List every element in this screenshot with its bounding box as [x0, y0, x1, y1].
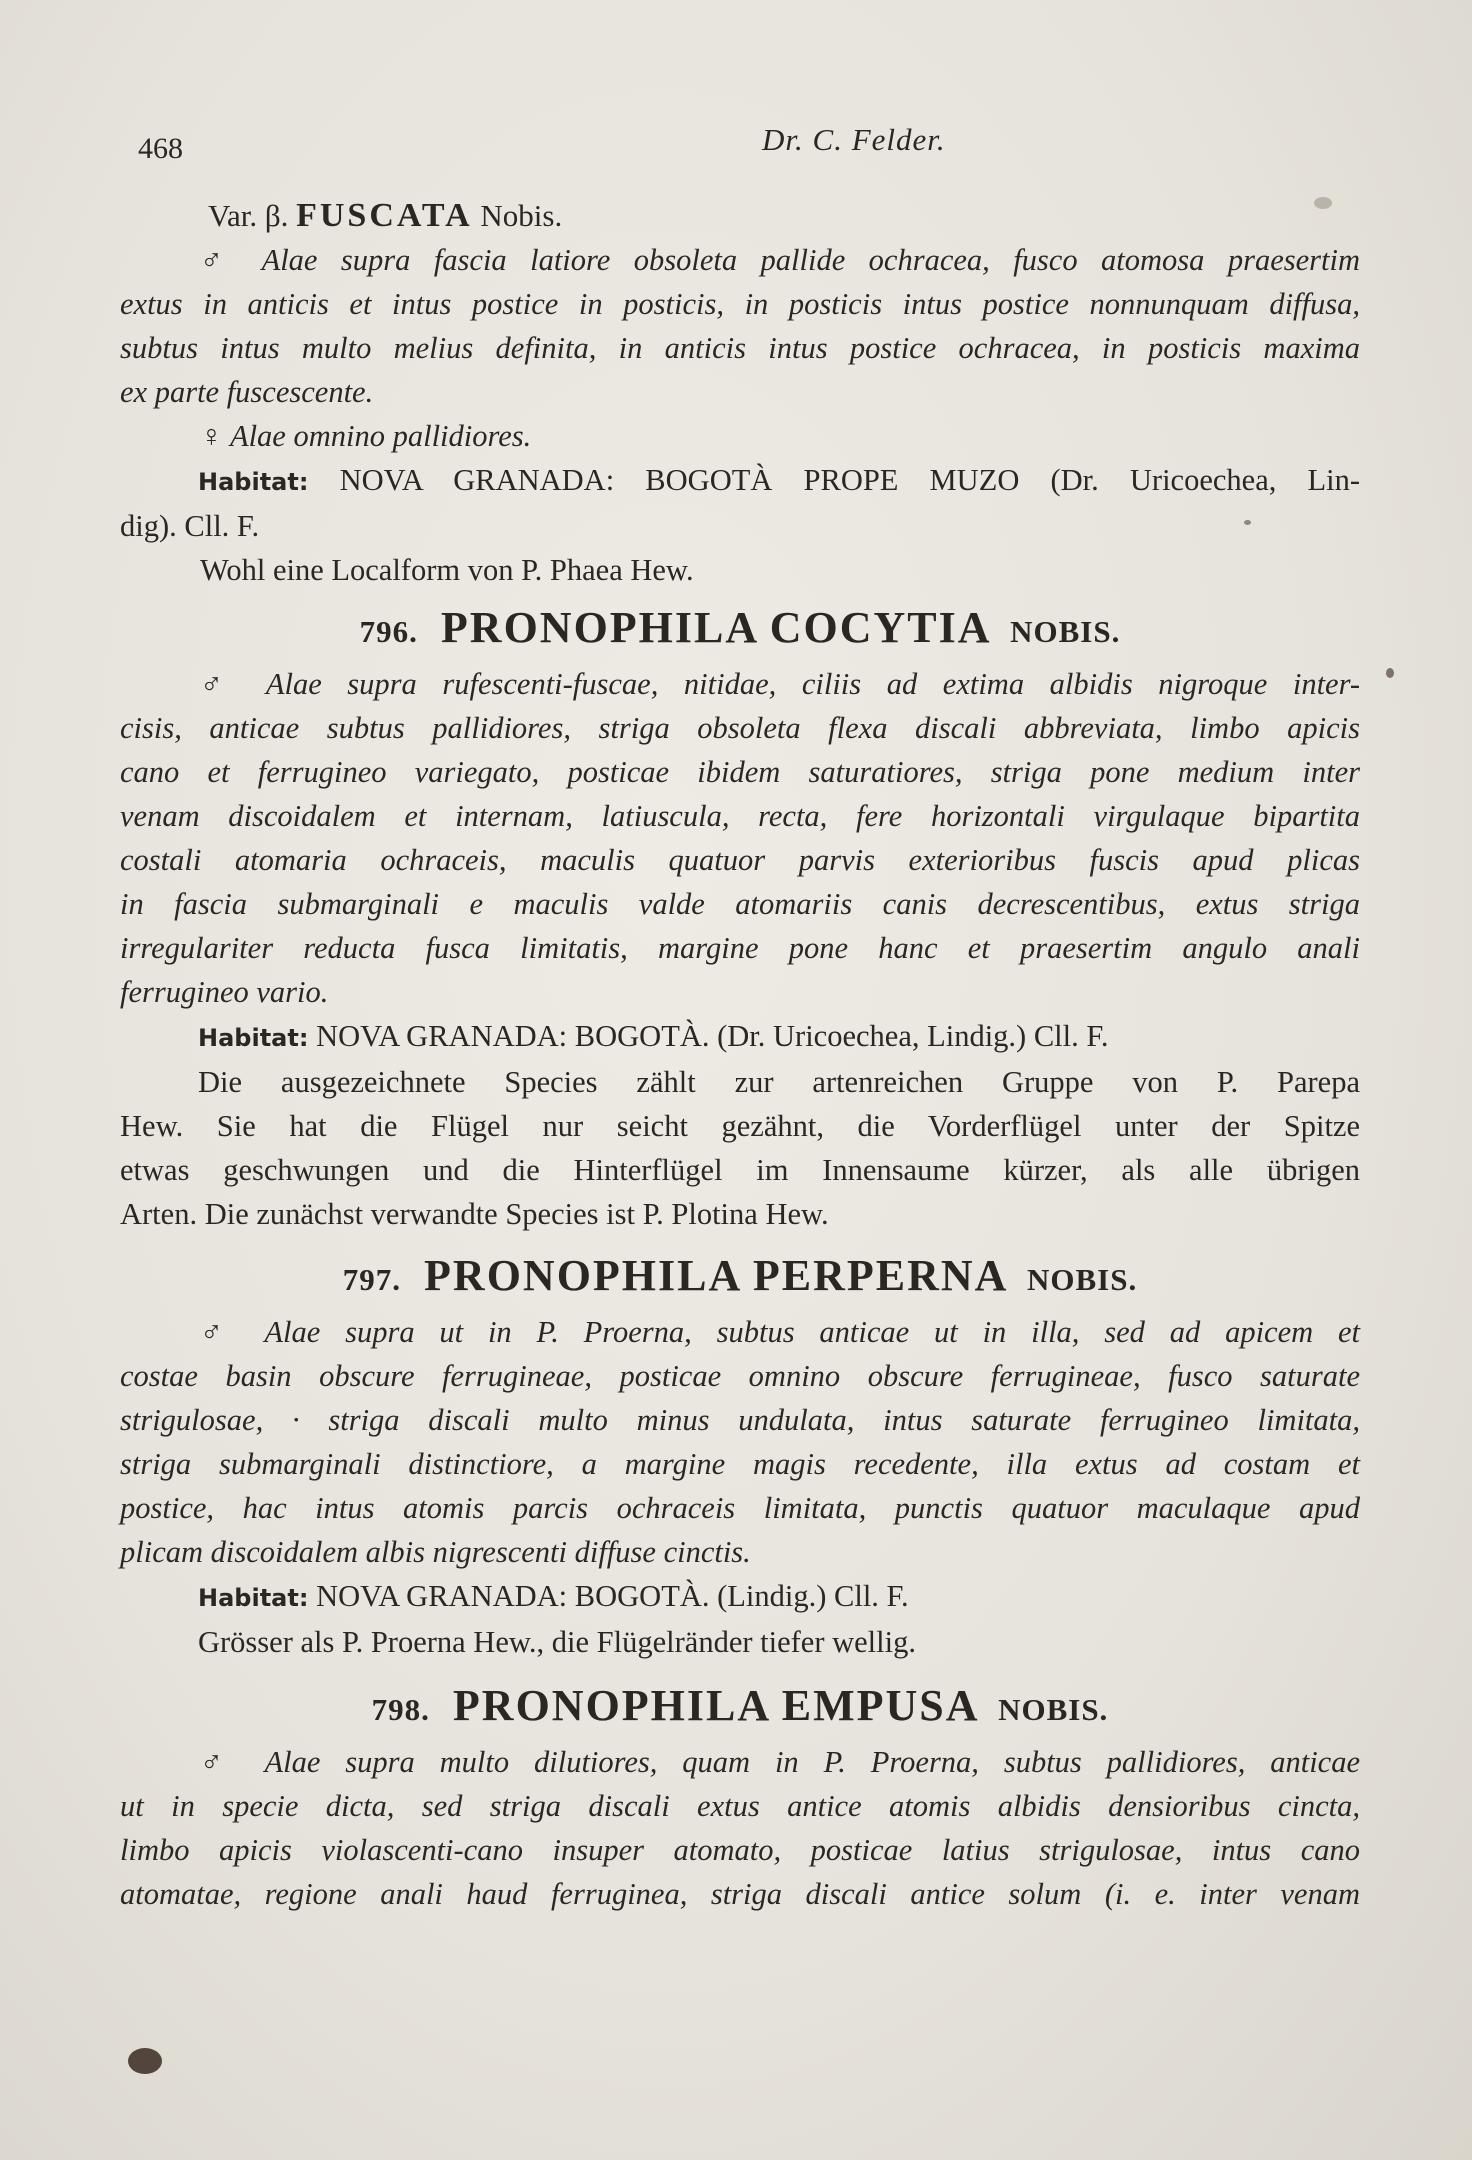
description-line: plicam discoidalem albis nigrescenti diffuse cinctis.: [120, 1535, 751, 1569]
habitat-line: dig). Cll. F.: [120, 509, 260, 543]
habitat-label: Habitat:: [198, 468, 309, 496]
description-line: extus in anticis et intus postice in posticis, in posticis intus postice nonnunquam diffusa,: [120, 287, 1360, 321]
description-line: venam discoidalem et internam, latiuscula, recta, fere horizontali virgulaque bipartita: [120, 799, 1360, 833]
note-line: Hew. Sie hat die Flügel nur seicht gezähnt, die Vorderflügel unter der Spitze: [120, 1109, 1360, 1143]
description-line: postice, hac intus atomis parcis ochraceis limitata, punctis quatuor maculaque apud: [120, 1491, 1360, 1525]
running-head: Dr. C. Felder.: [762, 122, 946, 157]
description-line: cano et ferrugineo variegato, posticae ibidem saturatiores, striga pone medium inter: [120, 755, 1360, 789]
note-line: Grösser als P. Proerna Hew., die Flügelränder tiefer wellig.: [198, 1625, 916, 1659]
ink-blot: [128, 2048, 162, 2074]
description-line: ♂ Alae supra rufescenti-fuscae, nitidae, ciliis ad extima albidis nigroque inter-: [200, 667, 1360, 701]
note-line: Arten. Die zunächst verwandte Species ist P. Plotina Hew.: [120, 1197, 829, 1231]
species-796: [120, 598, 1360, 1236]
female-description: ♀ Alae omnino pallidiores.: [200, 419, 532, 453]
page-header: [132, 122, 1362, 165]
description-line: striga submarginali distinctiore, a margine magis recedente, illa extus ad costam et: [120, 1447, 1360, 1481]
page-number: 468: [138, 132, 183, 165]
species-title: 798. PRONOPHILA EMPUSA NOBIS.: [371, 1681, 1109, 1730]
note-line: etwas geschwungen und die Hinterflügel im Innensaume kürzer, als alle übrigen: [120, 1153, 1360, 1187]
variety-fuscata: [120, 194, 1360, 592]
description-line: in fascia submarginali e maculis valde atomariis canis decrescentibus, extus striga: [120, 887, 1360, 921]
description-line: costae basin obscure ferrugineae, posticae omnino obscure ferrugineae, fusco saturate: [120, 1359, 1360, 1393]
description-line: limbo apicis violascenti-cano insuper atomato, posticae latius strigulosae, intus cano: [120, 1833, 1360, 1867]
note-line: Die ausgezeichnete Species zählt zur artenreichen Gruppe von P. Parepa: [198, 1065, 1360, 1099]
description-line: strigulosae, · striga discali multo minus undulata, intus saturate ferrugineo limitata,: [120, 1403, 1360, 1437]
habitat-label: Habitat:: [198, 1584, 309, 1612]
description-line: irregulariter reducta fusca limitatis, margine pone hanc et praesertim angulo anali: [120, 931, 1360, 965]
ink-speck: [1386, 668, 1394, 678]
habitat-line: Habitat: NOVA GRANADA: BOGOTÀ. (Lindig.) Cll. F.: [198, 1579, 909, 1613]
description-line: ex parte fuscescente.: [120, 375, 374, 409]
habitat-line: Habitat: NOVA GRANADA: BOGOTÀ PROPE MUZO (Dr. Uricoechea, Lin-: [198, 463, 1361, 497]
species-798: [120, 1676, 1360, 1916]
habitat-label: Habitat:: [198, 1024, 309, 1052]
description-line: ♂ Alae supra ut in P. Proerna, subtus anticae ut in illa, sed ad apicem et: [200, 1315, 1360, 1349]
species-title: 797. PRONOPHILA PERPERNA NOBIS.: [342, 1251, 1138, 1300]
note-line: Wohl eine Localform von P. Phaea Hew.: [200, 553, 694, 587]
species-title: 796. PRONOPHILA COCYTIA NOBIS.: [359, 603, 1121, 652]
description-line: ♂ Alae supra multo dilutiores, quam in P. Proerna, subtus pallidiores, anticae: [200, 1745, 1360, 1779]
description-line: subtus intus multo melius definita, in anticis intus postice ochracea, in posticis maxima: [120, 331, 1360, 365]
description-line: ferrugineo vario.: [120, 975, 329, 1009]
species-797: [120, 1246, 1360, 1664]
description-line: atomatae, regione anali haud ferruginea, striga discali antice solum (i. e. inter venam: [120, 1877, 1360, 1911]
variety-heading: Var. β. FUSCATA Nobis.: [208, 197, 563, 234]
description-line: ut in specie dicta, sed striga discali extus antice atomis albidis densioribus cincta,: [120, 1789, 1360, 1823]
habitat-line: Habitat: NOVA GRANADA: BOGOTÀ. (Dr. Uricoechea, Lindig.) Cll. F.: [198, 1019, 1109, 1053]
description-line: costali atomaria ochraceis, maculis quatuor parvis exterioribus fuscis apud plicas: [120, 843, 1360, 877]
description-line: cisis, anticae subtus pallidiores, striga obsoleta flexa discali abbreviata, limbo apicis: [120, 711, 1360, 745]
description-line: ♂ Alae supra fascia latiore obsoleta pallide ochracea, fusco atomosa praesertim: [200, 243, 1360, 277]
